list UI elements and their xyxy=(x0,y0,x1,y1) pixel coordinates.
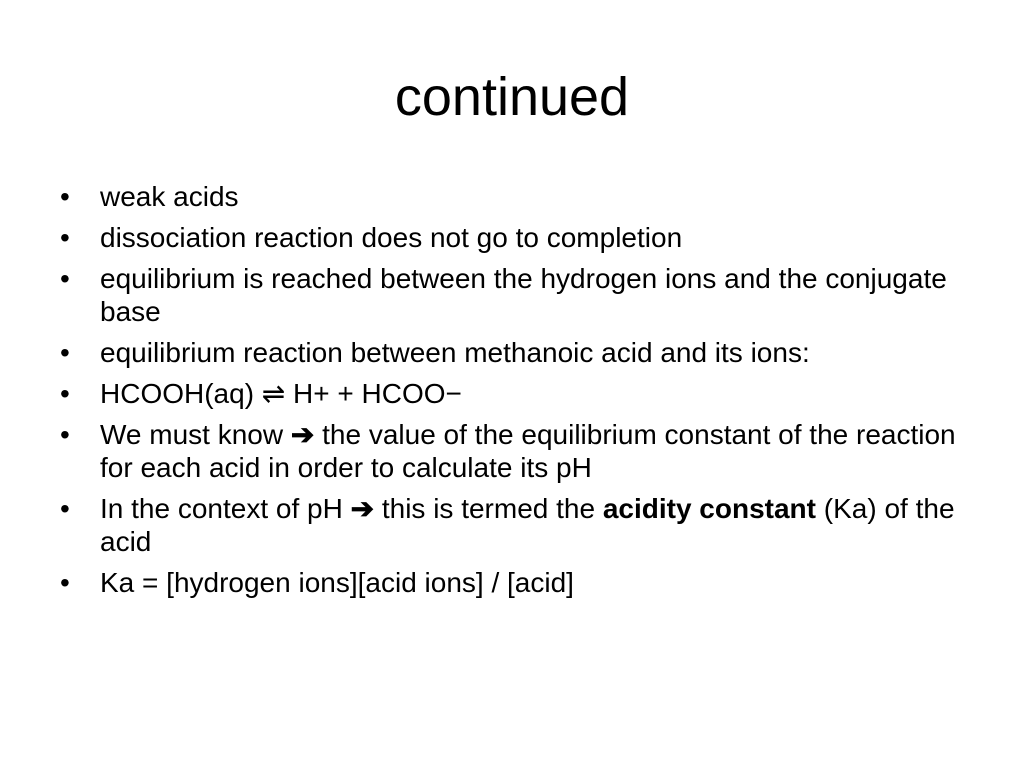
arrow-right-icon: ➔ xyxy=(290,419,315,450)
bullet-item xyxy=(60,262,980,328)
bullet-text: dissociation reaction does not go to completion xyxy=(100,222,683,253)
bullet-icon: • xyxy=(60,337,70,368)
bullet-icon: • xyxy=(60,378,70,409)
bullet-item xyxy=(60,566,980,599)
bullet-item xyxy=(60,492,980,558)
bullet-item xyxy=(60,180,980,213)
bullet-icon: • xyxy=(60,419,70,450)
bullet-list xyxy=(60,180,980,607)
bullet-icon: • xyxy=(60,222,70,253)
bullet-item xyxy=(60,336,980,369)
bullet-item xyxy=(60,221,980,254)
bullet-text-equation: HCOOH(aq) ⇌ H+ + HCOO− xyxy=(100,378,462,409)
bullet-text-formula: Ka = [hydrogen ions][acid ions] / [acid] xyxy=(100,567,574,598)
bullet-icon: • xyxy=(60,181,70,212)
bullet-text: weak acids xyxy=(100,181,239,212)
arrow-right-icon: ➔ xyxy=(350,493,375,524)
bullet-text-bold: acidity constant xyxy=(602,493,816,524)
bullet-icon: • xyxy=(60,493,70,524)
bullet-text: (Ka) of the acid xyxy=(100,493,955,557)
bullet-text: We must know xyxy=(100,419,284,450)
bullet-icon: • xyxy=(60,263,70,294)
bullet-icon: • xyxy=(60,567,70,598)
bullet-text: this is termed the xyxy=(381,493,596,524)
bullet-text: the value of the equilibrium constant of the reaction for each acid in order to calculate its pH xyxy=(100,419,956,483)
bullet-item xyxy=(60,418,980,484)
bullet-text: equilibrium is reached between the hydrogen ions and the conjugate base xyxy=(100,263,947,327)
bullet-text: In the context of pH xyxy=(100,493,343,524)
bullet-text: equilibrium reaction between methanoic acid and its ions: xyxy=(100,337,810,368)
bullet-item xyxy=(60,377,980,410)
slide-title: continued xyxy=(394,67,630,127)
